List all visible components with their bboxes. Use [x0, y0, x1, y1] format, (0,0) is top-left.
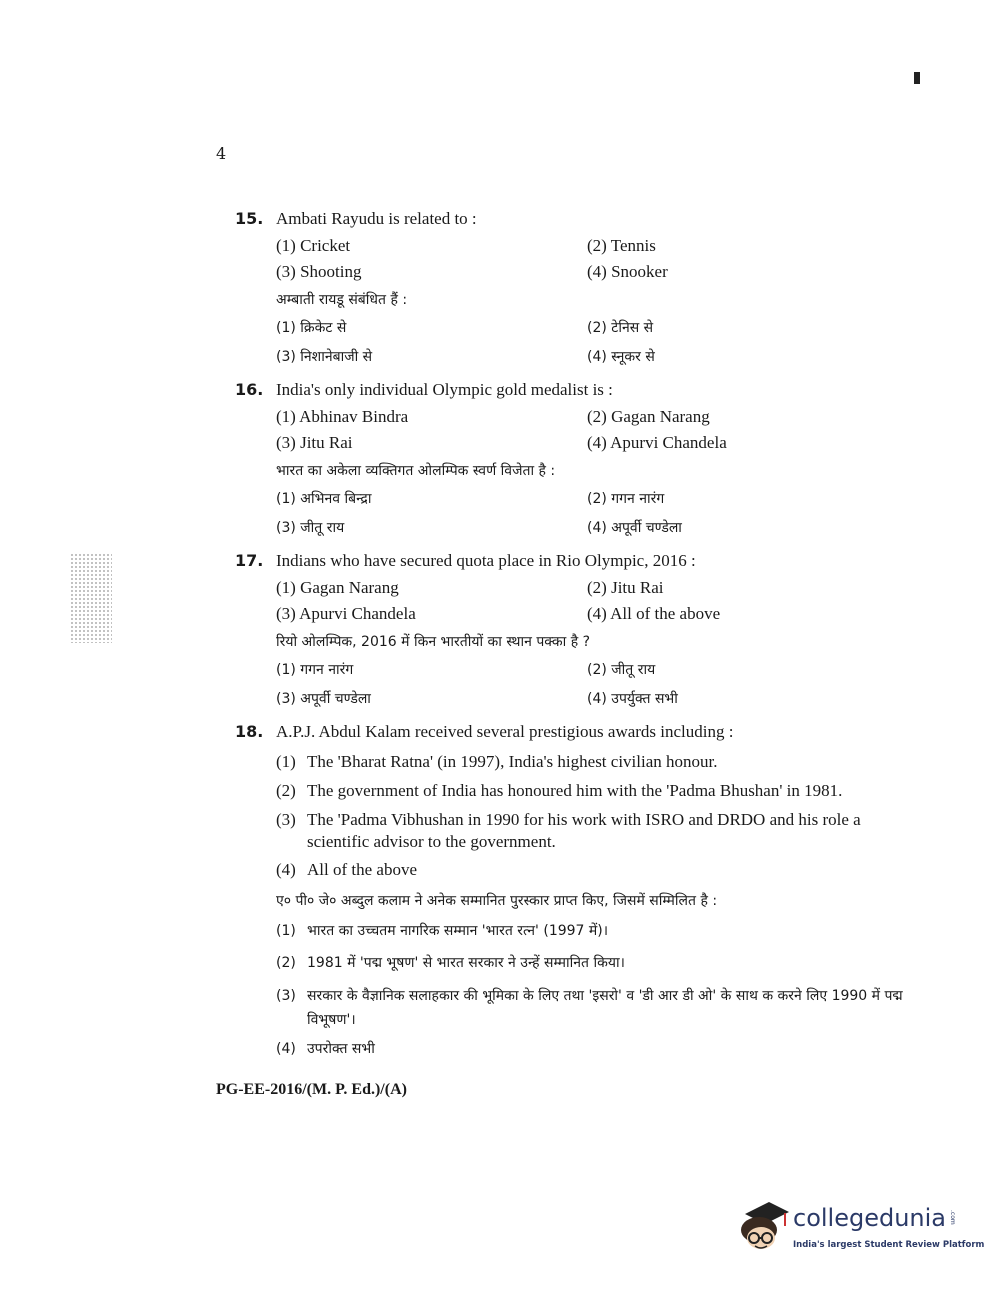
scan-mark — [914, 72, 920, 84]
option-hi-1: (1) गगन नारंग — [276, 662, 354, 678]
option-en-2: (2) Gagan Narang — [587, 407, 710, 426]
option-hi-3: (3) अपूर्वी चण्डेला — [276, 691, 371, 707]
option-hi-1 — [276, 920, 916, 942]
question-text-en: A.P.J. Abdul Kalam received several prestigious awards including : — [276, 722, 734, 741]
option-en-3: (3) Shooting — [276, 262, 362, 281]
option-en-4: (4) All of the above — [587, 604, 721, 623]
option-en-4: (4) Apurvi Chandela — [587, 433, 727, 452]
option-en-1: (1) Cricket — [276, 236, 351, 255]
question-text-en: Ambati Rayudu is related to : — [276, 209, 477, 228]
option-en-3: (3) Jitu Rai — [276, 433, 353, 452]
option-text: The government of India has honoured him with the 'Padma Bhushan' in 1981. — [307, 781, 843, 800]
option-en-1: (1) Gagan Narang — [276, 578, 399, 597]
option-number: (2) — [276, 955, 296, 971]
option-number: (1) — [276, 923, 296, 939]
option-en-4 — [276, 859, 916, 881]
option-hi-4: (4) अपूर्वी चण्डेला — [587, 520, 682, 536]
option-text: The 'Padma Vibhushan in 1990 for his work with ISRO and DRDO and his role a scientific advisor to the government. — [307, 810, 861, 851]
option-en-2: (2) Tennis — [587, 236, 656, 255]
question-number: 16. — [235, 380, 264, 399]
option-hi-2 — [276, 952, 916, 974]
logo-suffix: .com — [949, 1210, 956, 1225]
question-number: 17. — [235, 551, 264, 570]
option-hi-2: (2) गगन नारंग — [587, 491, 665, 507]
logo-wordmark: collegedunia — [793, 1204, 947, 1232]
option-en-1 — [276, 751, 916, 773]
option-hi-1: (1) क्रिकेट से — [276, 320, 347, 336]
question-number: 15. — [235, 209, 264, 228]
option-hi-3: (3) निशानेबाजी से — [276, 349, 373, 365]
question-text-hi: अम्बाती रायडू संबंधित हैं : — [276, 292, 408, 308]
page-number: 4 — [216, 144, 227, 163]
option-text: 1981 में 'पद्म भूषण' से भारत सरकार ने उन्हें सम्मानित किया। — [307, 955, 625, 971]
binding-dots — [70, 553, 112, 643]
option-number: (3) — [276, 988, 296, 1004]
option-text: सरकार के वैज्ञानिक सलाहकार की भूमिका के लिए तथा 'इसरो' व 'डी आर डी ओ' के साथ क करने लिए 1990 में पद्म विभूषण'। — [307, 988, 903, 1028]
option-hi-3: (3) जीतू राय — [276, 520, 345, 536]
option-hi-4: (4) स्नूकर से — [587, 349, 655, 365]
option-en-4: (4) Snooker — [587, 262, 668, 281]
option-en-1: (1) Abhinav Bindra — [276, 407, 409, 426]
option-en-2 — [276, 780, 916, 802]
question-number: 18. — [235, 722, 264, 741]
question-text-en: Indians who have secured quota place in Rio Olympic, 2016 : — [276, 551, 696, 570]
option-text: उपरोक्त सभी — [307, 1041, 375, 1057]
option-text: The 'Bharat Ratna' (in 1997), India's highest civilian honour. — [307, 752, 718, 771]
option-hi-2: (2) टेनिस से — [587, 320, 654, 336]
option-hi-3 — [276, 984, 936, 1032]
option-number: (4) — [276, 860, 296, 879]
option-hi-4: (4) उपर्युक्त सभी — [587, 691, 678, 707]
logo-tagline: India's largest Student Review Platform — [793, 1240, 985, 1250]
option-number: (3) — [276, 810, 296, 829]
option-number: (1) — [276, 752, 296, 771]
question-text-hi: रियो ओलम्पिक, 2016 में किन भारतीयों का स्थान पक्का है ? — [276, 634, 591, 650]
option-hi-1: (1) अभिनव बिन्द्रा — [276, 491, 372, 507]
option-en-3 — [276, 809, 916, 853]
option-text: All of the above — [307, 860, 417, 879]
paper-code: PG-EE-2016/(M. P. Ed.)/(A) — [216, 1081, 407, 1098]
option-number: (4) — [276, 1041, 296, 1057]
question-text-hi: भारत का अकेला व्यक्तिगत ओलम्पिक स्वर्ण विजेता है : — [276, 463, 556, 479]
option-en-2: (2) Jitu Rai — [587, 578, 664, 597]
option-number: (2) — [276, 781, 296, 800]
option-en-3: (3) Apurvi Chandela — [276, 604, 416, 623]
question-text-hi: ए० पी० जे० अब्दुल कलाम ने अनेक सम्मानित पुरस्कार प्राप्त किए, जिसमें सम्मिलित है : — [276, 893, 718, 909]
question-text-en: India's only individual Olympic gold medalist is : — [276, 380, 613, 399]
option-hi-2: (2) जीतू राय — [587, 662, 656, 678]
option-text: भारत का उच्चतम नागरिक सम्मान 'भारत रत्न' (1997 में)। — [307, 923, 609, 939]
mascot-icon — [735, 1196, 791, 1258]
option-hi-4 — [276, 1038, 916, 1060]
collegedunia-logo — [735, 1196, 985, 1266]
